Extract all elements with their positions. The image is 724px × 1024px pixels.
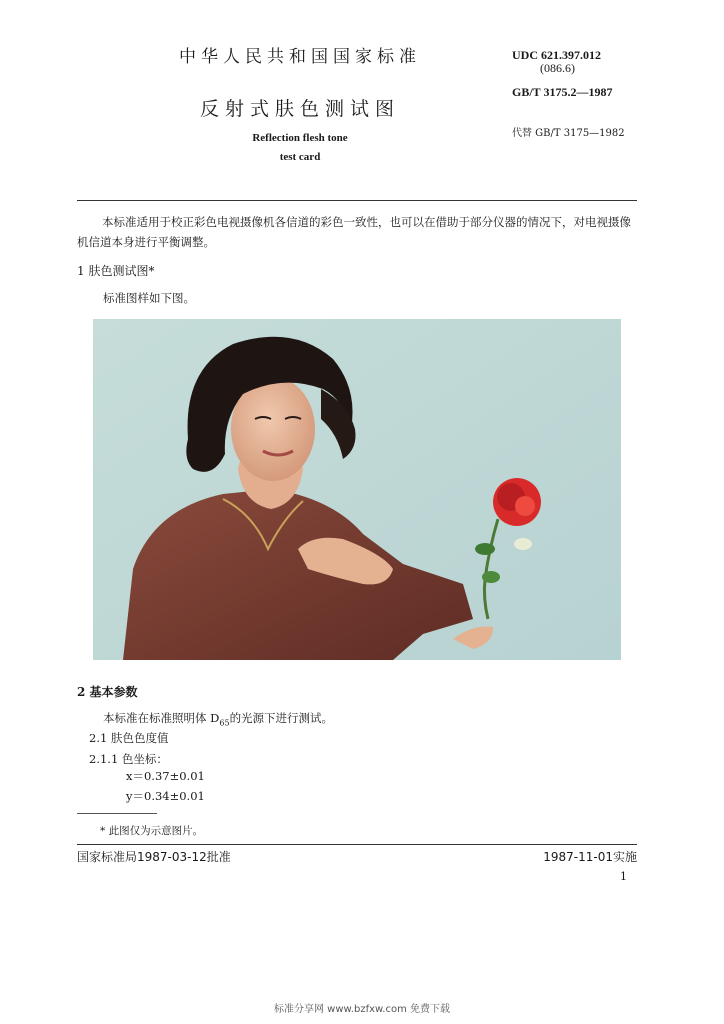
x-coordinate: x＝0.37±0.01 [126,769,205,783]
section-1-heading: 1 肤色测试图* [77,264,155,278]
section-2-heading: 2 基本参数 [77,685,138,699]
section-1-text: 标准图样如下图。 [103,291,195,305]
standard-category: 中华人民共和国国家标准 [179,47,421,67]
y-coordinate: y＝0.34±0.01 [126,789,205,803]
implementation-date: 1987-11-01实施 [543,850,637,864]
english-title-line-2: test card [279,151,321,163]
approval-date: 国家标准局1987-03-12批准 [77,850,231,864]
subsection-2-1: 2.1 肤色色度值 [89,731,169,745]
standard-number: GB/T 3175.2—1987 [512,85,613,99]
document-title: 反射式肤色测试图 [199,98,400,120]
footnote: * 此图仅为示意图片。 [100,825,204,837]
section-2-text-post: 的光源下进行测试。 [229,711,334,725]
footnote-divider [77,813,157,814]
udc-code: UDC 621.397.012 [512,48,601,62]
flesh-tone-test-photo [93,319,621,660]
intro-paragraph: 本标准适用于校正彩色电视摄像机各信道的彩色一致性，也可以在借助于部分仪器的情况下，对电视摄像机信道本身进行平衡调整。 [77,215,631,249]
page-number: 1 [620,870,627,883]
section-2-text [103,710,333,727]
udc-subcode: (086.6) [540,61,575,75]
site-watermark: 标准分享网 www.bzfxw.com 免费下载 [274,1004,450,1015]
illuminant-subscript: 65 [219,718,230,728]
replaces-standard: 代替 GB/T 3175—1982 [512,128,625,139]
header-divider [77,200,637,201]
english-title-line-1: Reflection flesh tone [252,132,348,144]
section-2-text-pre: 本标准在标准照明体 D [103,711,220,725]
footer-divider [77,844,637,845]
subsection-2-1-1: 2.1.1 色坐标： [89,752,168,766]
